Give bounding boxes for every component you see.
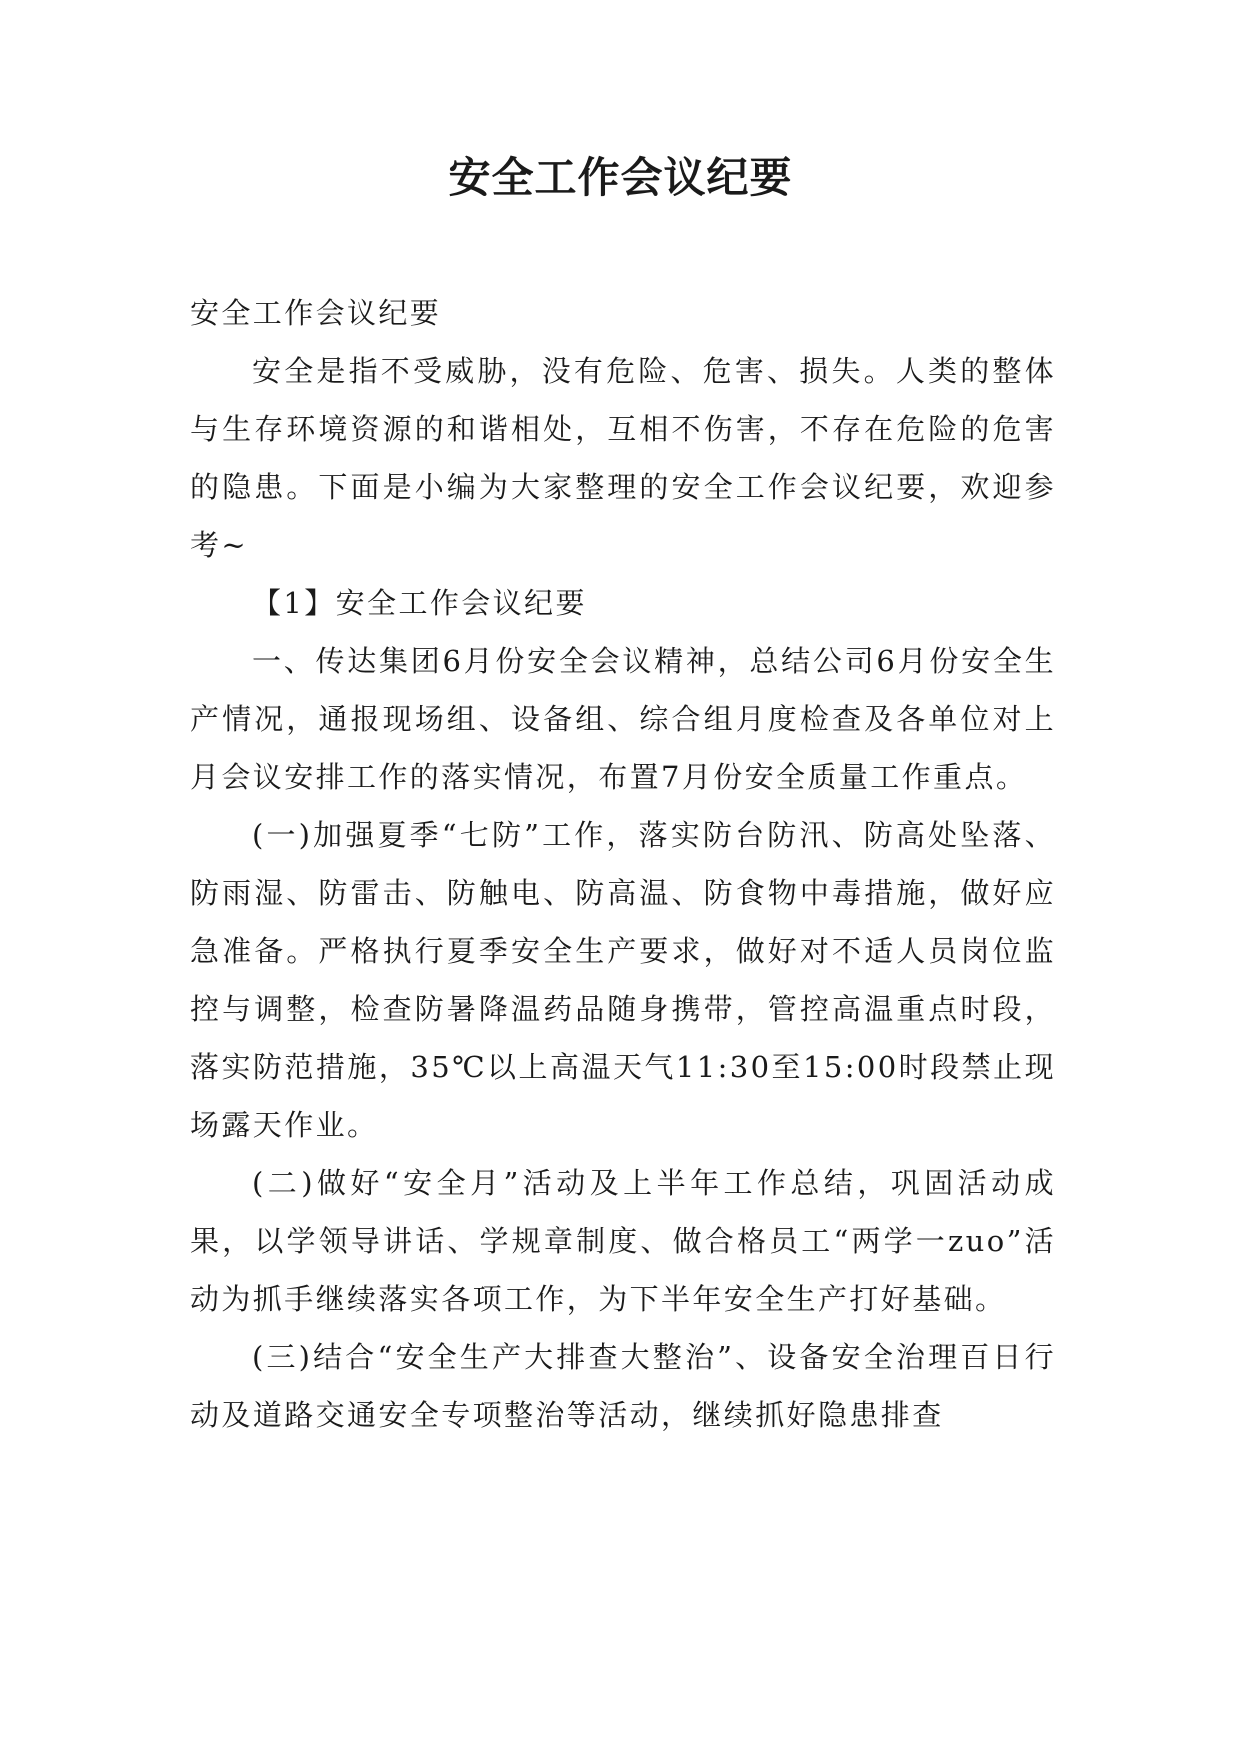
document-subtitle: 安全工作会议纪要 [190,296,442,330]
body-paragraph: (二)做好“安全月”活动及上半年工作总结，巩固活动成果，以学领导讲话、学规章制度、做合格员工“两学一zuo”活动为抓手继续落实各项工作，为下半年安全生产打好基础。 [190,1166,1056,1316]
body-paragraph: (一)加强夏季“七防”工作，落实防台防汛、防高处坠落、防雨湿、防雷击、防触电、防高温、防食物中毒措施，做好应急准备。严格执行夏季安全生产要求，做好对不适人员岗位监控与调整，检查防暑降温药品随身携带，管控高温重点时段，落实防范措施，35℃以上高温天气11:30至15:00时段禁止现场露天作业。 [190,818,1056,1142]
document-body [190,284,1056,1444]
document-title: 安全工作会议纪要 [448,153,793,202]
section-heading: 【1】安全工作会议纪要 [252,586,587,620]
body-paragraph: (三)结合“安全生产大排查大整治”、设备安全治理百日行动及道路交通安全专项整治等活动，继续抓好隐患排查 [190,1340,1056,1432]
intro-paragraph: 安全是指不受威胁，没有危险、危害、损失。人类的整体与生存环境资源的和谐相处，互相不伤害，不存在危险的危害的隐患。下面是小编为大家整理的安全工作会议纪要，欢迎参考~ [190,354,1056,562]
body-paragraph: 一、传达集团6月份安全会议精神，总结公司6月份安全生产情况，通报现场组、设备组、综合组月度检查及各单位对上月会议安排工作的落实情况，布置7月份安全质量工作重点。 [190,644,1056,794]
